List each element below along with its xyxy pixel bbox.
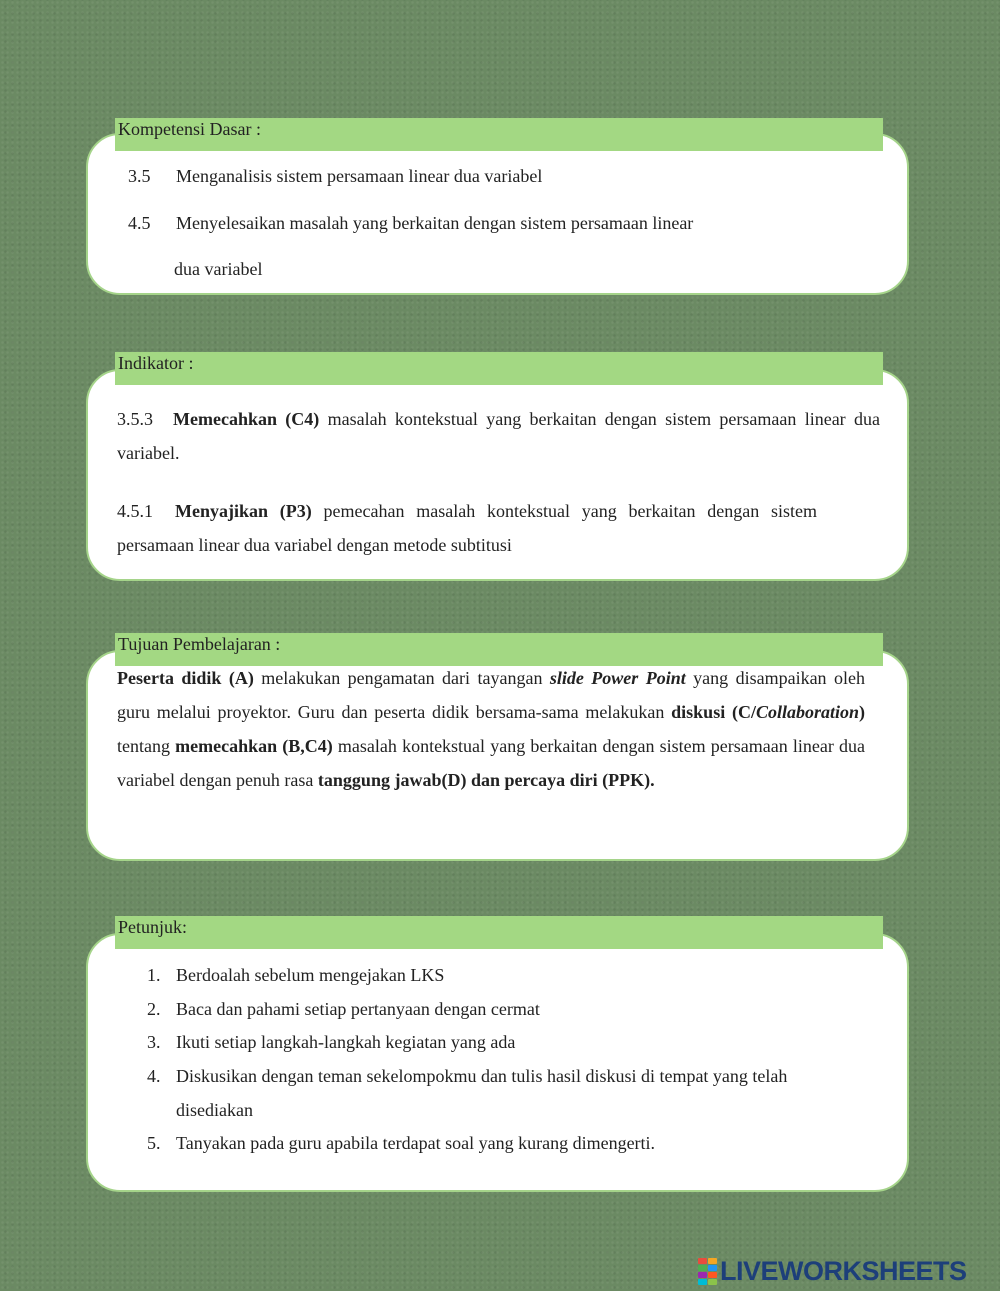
indikator-item-1 <box>117 402 880 470</box>
item-text: Menyelesaikan masalah yang berkaitan dengan sistem persamaan linear <box>176 213 694 233</box>
tujuan-bold-4: memecahkan (B,C4) <box>175 736 333 756</box>
tujuan-paragraph <box>117 661 865 797</box>
item-text: masalah kontekstual yang berkaitan dengan sistem persamaan linear dua variabel. <box>117 409 880 463</box>
indikator-item-2 <box>117 494 817 562</box>
logo-tile <box>708 1279 717 1285</box>
item-number: 4.5 <box>128 213 151 233</box>
tujuan-text-4: masalah kontekstual yang berkaitan dengan sistem persamaan linear dua variabel dengan penuh rasa <box>117 736 865 790</box>
item-number: 1. <box>147 965 161 985</box>
tujuan-text-1: melakukan pengamatan dari tayangan <box>253 668 550 688</box>
logo-tile <box>708 1265 717 1271</box>
item-bold: Menyajikan (P3) <box>175 501 312 521</box>
item-text: Menganalisis sistem persamaan linear dua variabel <box>176 166 543 186</box>
tujuan-bold-2: diskusi (C/ <box>671 702 756 722</box>
item-text-continued: disediakan <box>176 1100 253 1120</box>
tujuan-bold-3: ) <box>858 702 865 722</box>
kompetensi-title: Kompetensi Dasar : <box>115 118 883 151</box>
item-text-continued: dua variabel <box>174 259 263 279</box>
tujuan-bold-5: tanggung jawab(D) dan percaya diri (PPK). <box>317 770 655 790</box>
logo-icon <box>697 1257 717 1285</box>
item-text: pemecahan masalah kontekstual yang berkaitan dengan sistem persamaan linear dua variabel dengan metode subtitusi <box>117 501 817 555</box>
logo-text: LIVEWORKSHEETS <box>720 1255 967 1286</box>
item-text: Baca dan pahami setiap pertanyaan dengan cermat <box>176 999 540 1019</box>
tujuan-text-3: tentang <box>117 736 176 756</box>
liveworksheets-logo <box>697 1255 967 1287</box>
item-number: 4. <box>147 1066 161 1086</box>
item-number: 3. <box>147 1032 161 1052</box>
tujuan-title: Tujuan Pembelajaran : <box>115 633 883 666</box>
item-text: Tanyakan pada guru apabila terdapat soal yang kurang dimengerti. <box>176 1133 656 1153</box>
tujuan-bold-1: Peserta didik (A) <box>117 668 254 688</box>
logo-tile <box>698 1279 707 1285</box>
logo-tile <box>698 1265 707 1271</box>
item-text: Berdoalah sebelum mengejakan LKS <box>176 965 445 985</box>
indikator-title: Indikator : <box>115 352 883 385</box>
logo-tile <box>708 1272 717 1278</box>
item-number: 3.5 <box>128 166 151 186</box>
item-number: 5. <box>147 1133 161 1153</box>
item-number: 2. <box>147 999 161 1019</box>
item-bold: Memecahkan (C4) <box>173 409 320 429</box>
petunjuk-title: Petunjuk: <box>115 916 883 949</box>
tujuan-text-2: yang disampaikan oleh guru melalui proyektor. Guru dan peserta didik bersama-sama melakukan <box>117 668 865 722</box>
logo-tile <box>708 1258 717 1264</box>
item-number: 4.5.1 <box>117 501 153 521</box>
tujuan-bolditalic-1: slide Power Point <box>549 668 686 688</box>
tujuan-bolditalic-2: Collaboration <box>755 702 859 722</box>
item-text: Ikuti setiap langkah-langkah kegiatan yang ada <box>176 1032 516 1052</box>
item-number: 3.5.3 <box>117 409 153 429</box>
item-text: Diskusikan dengan teman sekelompokmu dan tulis hasil diskusi di tempat yang telah <box>176 1066 788 1086</box>
logo-tile <box>698 1272 707 1278</box>
logo-tile <box>698 1258 707 1264</box>
